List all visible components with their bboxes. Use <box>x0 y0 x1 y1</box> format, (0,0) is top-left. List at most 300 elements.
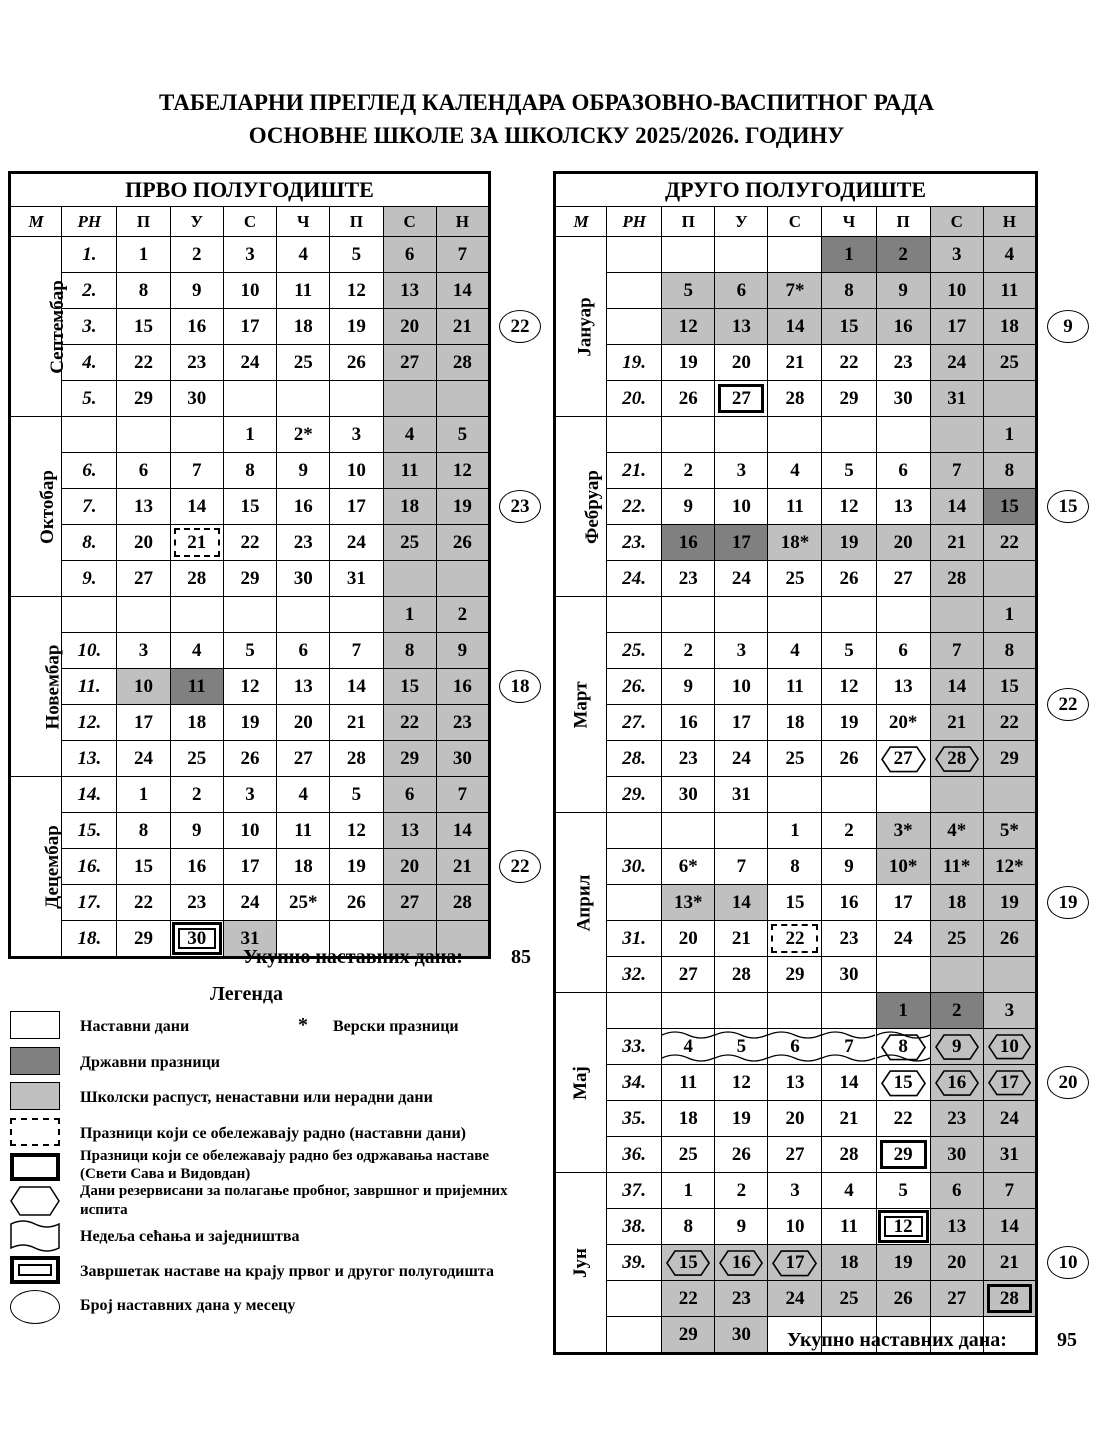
week-row <box>555 525 1037 561</box>
day-cell <box>768 597 822 633</box>
week-number: 35. <box>607 1101 662 1137</box>
day-cell <box>876 1281 930 1317</box>
week-row <box>10 489 490 525</box>
day-number: 9 <box>844 855 854 877</box>
day-number: 27 <box>947 1287 967 1309</box>
day-number: 13* <box>674 891 703 913</box>
legend-swatch-holiday-no-class <box>10 1153 60 1181</box>
day-cell <box>768 1209 822 1245</box>
day-number: 10 <box>134 675 154 697</box>
day-cell <box>876 381 930 417</box>
day-number: 7 <box>951 459 962 481</box>
week-number: 9. <box>62 561 117 597</box>
day-cell <box>876 273 930 309</box>
day-cell <box>383 669 436 705</box>
day-cell <box>983 597 1036 633</box>
day-number: 8 <box>898 1035 908 1057</box>
day-cell <box>117 813 170 849</box>
day-number: 3 <box>138 639 149 661</box>
day-number: 4 <box>298 783 308 805</box>
day-cell <box>876 741 930 777</box>
week-number <box>62 597 117 633</box>
day-number: 8 <box>138 279 149 301</box>
week-number: 27. <box>607 705 662 741</box>
day-cell <box>330 669 383 705</box>
day-number: 20 <box>293 711 313 733</box>
day-cell <box>983 921 1036 957</box>
day-cell <box>330 417 383 453</box>
legend-text-day-count: Број наставних дана у месецу <box>80 1297 296 1314</box>
semester-title: ДРУГО ПОЛУГОДИШТЕ <box>555 173 1037 207</box>
day-cell <box>822 633 876 669</box>
day-cell <box>822 1137 876 1173</box>
week-number: 25. <box>607 633 662 669</box>
week-number: 29. <box>607 777 662 813</box>
day-cell <box>436 669 489 705</box>
day-number: 8 <box>138 819 149 841</box>
first-semester-table <box>8 171 491 959</box>
day-number: 20 <box>134 531 154 553</box>
column-header: Н <box>436 207 489 237</box>
day-cell <box>715 1173 768 1209</box>
month-label <box>555 417 607 597</box>
legend-text-holiday-no-class-1: Празници који се обележавају радно без одржавања наставе <box>80 1148 490 1164</box>
day-number: 7 <box>736 855 747 877</box>
day-number: 11 <box>294 819 313 841</box>
day-cell <box>822 489 876 525</box>
month-label <box>555 1173 607 1354</box>
day-number: 15 <box>134 315 154 337</box>
week-number: 3. <box>62 309 117 345</box>
day-number: 6 <box>736 279 747 301</box>
day-number: 1 <box>844 243 854 265</box>
day-number: 14 <box>839 1071 859 1093</box>
week-row <box>10 597 490 633</box>
day-cell <box>330 273 383 309</box>
day-cell <box>983 885 1036 921</box>
day-cell <box>715 1209 768 1245</box>
day-cell <box>983 669 1036 705</box>
day-cell <box>876 1209 930 1245</box>
document-title-line-1: ТАБЕЛАРНИ ПРЕГЛЕД КАЛЕНДАРА ОБРАЗОВНО-ВАСПИТНОГ РАДА <box>159 90 934 115</box>
day-number: 20 <box>893 531 913 553</box>
day-cell <box>662 957 715 993</box>
day-number: 1 <box>790 819 800 841</box>
day-number: 2 <box>683 639 693 661</box>
day-number: 16 <box>731 1251 751 1273</box>
day-cell <box>436 633 489 669</box>
day-cell <box>768 273 822 309</box>
day-cell <box>330 381 383 417</box>
day-number: 6* <box>678 855 698 877</box>
day-number: 7 <box>1004 1179 1015 1201</box>
day-cell <box>715 273 768 309</box>
day-number: 30 <box>187 387 207 409</box>
day-cell <box>330 237 383 273</box>
day-cell <box>930 633 983 669</box>
day-cell <box>768 849 822 885</box>
day-cell <box>876 705 930 741</box>
day-number: 26 <box>839 567 859 589</box>
day-cell <box>223 309 276 345</box>
day-number: 10 <box>947 279 967 301</box>
week-row <box>555 273 1037 309</box>
day-number: 5 <box>844 459 854 481</box>
day-number: 15 <box>999 495 1019 517</box>
day-number: 6 <box>298 639 308 661</box>
month-name: Јануар <box>574 296 596 357</box>
day-number: 28 <box>346 747 366 769</box>
legend-text-term-end: Завршетак наставе на крају првог и другог полугодишта <box>80 1263 494 1280</box>
week-number: 34. <box>607 1065 662 1101</box>
day-cell <box>330 813 383 849</box>
day-number: 17 <box>731 711 751 733</box>
first-semester-total-label: Укупно наставних дана: <box>243 946 463 968</box>
column-header: М <box>10 207 62 237</box>
day-number: 8 <box>1004 639 1015 661</box>
day-number: 14 <box>452 279 472 301</box>
day-cell <box>170 561 223 597</box>
week-number: 16. <box>62 849 117 885</box>
month-name: Јун <box>570 1247 592 1278</box>
day-cell <box>383 597 436 633</box>
week-row <box>555 1101 1037 1137</box>
day-cell <box>330 885 383 921</box>
day-cell <box>822 417 876 453</box>
day-cell <box>170 633 223 669</box>
day-number: 9 <box>683 495 693 517</box>
day-number: 4* <box>947 819 967 841</box>
day-cell <box>277 237 330 273</box>
week-number: 39. <box>607 1245 662 1281</box>
legend-text-exams-2: испита <box>80 1202 128 1218</box>
week-number: 20. <box>607 381 662 417</box>
day-number: 28 <box>999 1287 1019 1309</box>
day-number: 2 <box>844 819 854 841</box>
day-cell <box>983 381 1036 417</box>
day-cell <box>715 849 768 885</box>
day-number: 20 <box>731 351 751 373</box>
week-row <box>10 453 490 489</box>
day-number: 15 <box>839 315 859 337</box>
day-number: 27 <box>893 567 913 589</box>
day-cell <box>277 885 330 921</box>
day-cell <box>768 1281 822 1317</box>
day-cell <box>768 921 822 957</box>
day-number: 29 <box>240 567 260 589</box>
week-row <box>555 1245 1037 1281</box>
week-row <box>10 309 490 345</box>
day-cell <box>662 1101 715 1137</box>
day-cell <box>876 1137 930 1173</box>
week-row <box>555 957 1037 993</box>
day-cell <box>662 1137 715 1173</box>
day-number: 16 <box>893 315 913 337</box>
day-cell <box>223 237 276 273</box>
day-cell <box>715 633 768 669</box>
day-cell <box>223 849 276 885</box>
day-cell <box>436 417 489 453</box>
day-cell <box>715 1137 768 1173</box>
day-cell <box>715 1317 768 1354</box>
day-number: 27 <box>785 1143 805 1165</box>
day-number: 3 <box>736 639 747 661</box>
day-cell <box>662 633 715 669</box>
day-number: 22 <box>999 531 1019 553</box>
day-cell <box>876 1065 930 1101</box>
day-number: 11* <box>942 855 971 877</box>
day-number: 5 <box>683 279 693 301</box>
day-number: 19 <box>678 351 698 373</box>
day-number: 4 <box>844 1179 854 1201</box>
day-number: 15 <box>999 675 1019 697</box>
day-number: 3 <box>1004 999 1015 1021</box>
week-row <box>555 345 1037 381</box>
day-cell <box>768 669 822 705</box>
day-number: 5* <box>999 819 1019 841</box>
day-number: 19 <box>893 1251 913 1273</box>
day-cell <box>436 885 489 921</box>
day-cell <box>822 1209 876 1245</box>
day-cell <box>983 1065 1036 1101</box>
day-number: 21 <box>346 711 366 733</box>
day-cell <box>662 885 715 921</box>
week-row <box>555 309 1037 345</box>
day-cell <box>930 237 983 273</box>
day-cell <box>876 885 930 921</box>
day-number: 1 <box>1004 423 1015 445</box>
day-cell <box>117 885 170 921</box>
day-number: 15 <box>240 495 260 517</box>
day-cell <box>117 273 170 309</box>
day-number: 18* <box>780 531 810 553</box>
legend-title: Легенда <box>210 983 283 1005</box>
column-header: П <box>662 207 715 237</box>
day-number: 12 <box>839 495 859 517</box>
legend-text-state: Државни празници <box>80 1054 221 1071</box>
day-cell <box>930 417 983 453</box>
day-cell <box>223 273 276 309</box>
day-cell <box>330 453 383 489</box>
day-number: 11 <box>840 1215 858 1237</box>
column-header: Ч <box>277 207 330 237</box>
column-header: РН <box>62 207 117 237</box>
week-row <box>555 669 1037 705</box>
day-number: 7 <box>457 783 468 805</box>
day-cell <box>983 453 1036 489</box>
day-cell <box>768 777 822 813</box>
month-name: Децембар <box>41 824 63 909</box>
day-cell <box>330 345 383 381</box>
day-number: 3 <box>736 459 747 481</box>
month-day-count: 20 <box>1047 1066 1089 1099</box>
week-row <box>10 741 490 777</box>
day-number: 10 <box>731 495 751 517</box>
month-label <box>10 597 62 777</box>
column-header: Н <box>983 207 1036 237</box>
week-number: 33. <box>607 1029 662 1065</box>
day-number: 14 <box>947 495 967 517</box>
day-number: 21 <box>785 351 805 373</box>
day-cell <box>822 777 876 813</box>
day-cell <box>715 1029 768 1065</box>
day-number: 3 <box>790 1179 800 1201</box>
day-cell <box>170 489 223 525</box>
day-cell <box>436 561 489 597</box>
day-cell <box>330 561 383 597</box>
day-number: 18 <box>785 711 805 733</box>
day-number: 30 <box>839 963 859 985</box>
week-number: 24. <box>607 561 662 597</box>
day-number: 4 <box>192 639 202 661</box>
day-cell <box>662 1209 715 1245</box>
day-number: 23 <box>293 531 313 553</box>
column-header: С <box>768 207 822 237</box>
day-cell <box>715 489 768 525</box>
day-cell <box>822 993 876 1029</box>
day-cell <box>930 1173 983 1209</box>
day-number: 26 <box>999 927 1019 949</box>
week-row <box>555 633 1037 669</box>
day-cell <box>277 381 330 417</box>
day-cell <box>117 381 170 417</box>
day-number: 24 <box>785 1287 805 1309</box>
day-number: 19 <box>240 711 260 733</box>
day-cell <box>768 1245 822 1281</box>
month-label <box>10 777 62 958</box>
day-number: 28 <box>839 1143 859 1165</box>
day-number: 9 <box>898 279 908 301</box>
day-cell <box>768 705 822 741</box>
week-row <box>555 849 1037 885</box>
week-number <box>607 597 662 633</box>
day-number: 19 <box>346 855 366 877</box>
day-cell <box>330 489 383 525</box>
week-row <box>555 237 1037 273</box>
day-number: 31 <box>947 387 967 409</box>
day-number: 15 <box>785 891 805 913</box>
month-day-count: 15 <box>1047 490 1089 523</box>
day-cell <box>277 525 330 561</box>
day-cell <box>662 453 715 489</box>
column-header: Ч <box>822 207 876 237</box>
day-number: 16 <box>947 1071 967 1093</box>
day-number: 24 <box>240 351 260 373</box>
day-cell <box>822 525 876 561</box>
day-cell <box>715 453 768 489</box>
day-number: 22 <box>839 351 859 373</box>
day-cell <box>170 849 223 885</box>
day-number: 11 <box>679 1071 698 1093</box>
day-number: 8 <box>844 279 854 301</box>
week-number <box>607 813 662 849</box>
day-cell <box>662 705 715 741</box>
day-cell <box>715 309 768 345</box>
day-number: 28 <box>452 891 472 913</box>
day-cell <box>170 309 223 345</box>
day-cell <box>876 1245 930 1281</box>
day-number: 17 <box>731 531 751 553</box>
day-number: 18 <box>839 1251 859 1273</box>
day-cell <box>170 381 223 417</box>
day-number: 2* <box>293 423 313 445</box>
week-number: 14. <box>62 777 117 813</box>
day-cell <box>223 633 276 669</box>
day-cell <box>930 993 983 1029</box>
day-cell <box>822 273 876 309</box>
day-cell <box>662 1245 715 1281</box>
day-cell <box>930 345 983 381</box>
day-number: 5 <box>351 243 362 265</box>
day-number: 5 <box>245 639 255 661</box>
day-cell <box>383 453 436 489</box>
day-cell <box>383 885 436 921</box>
legend-religious-mark: * <box>298 1014 308 1036</box>
day-number: 20* <box>888 711 918 733</box>
day-number: 13 <box>947 1215 967 1237</box>
month-label <box>10 237 68 417</box>
day-number: 7 <box>192 459 202 481</box>
day-cell <box>436 741 489 777</box>
day-cell <box>277 849 330 885</box>
day-cell <box>983 705 1036 741</box>
day-cell <box>170 921 223 958</box>
week-number: 18. <box>62 921 117 958</box>
day-number: 24 <box>731 567 751 589</box>
day-cell <box>822 345 876 381</box>
day-number: 21 <box>947 531 967 553</box>
day-cell <box>330 777 383 813</box>
day-cell <box>715 669 768 705</box>
day-cell <box>822 669 876 705</box>
day-cell <box>822 705 876 741</box>
day-number: 26 <box>346 351 366 373</box>
day-cell <box>822 1029 876 1065</box>
day-cell <box>930 813 983 849</box>
day-cell <box>223 525 276 561</box>
week-row <box>555 561 1037 597</box>
day-cell <box>983 1245 1036 1281</box>
day-cell <box>930 957 983 993</box>
day-cell <box>930 309 983 345</box>
day-number: 16 <box>452 675 472 697</box>
week-number: 31. <box>607 921 662 957</box>
day-cell <box>715 237 768 273</box>
day-number: 25 <box>947 927 967 949</box>
day-number: 9 <box>192 279 202 301</box>
day-number: 29 <box>400 747 420 769</box>
month-label <box>10 417 62 597</box>
day-number: 22 <box>240 531 260 553</box>
day-number: 18 <box>293 855 313 877</box>
day-cell <box>277 561 330 597</box>
week-number <box>607 1281 662 1317</box>
day-cell <box>768 1065 822 1101</box>
day-cell <box>822 453 876 489</box>
day-cell <box>822 1101 876 1137</box>
week-number: 8. <box>62 525 117 561</box>
day-number: 19 <box>452 495 472 517</box>
day-number: 5 <box>351 783 362 805</box>
day-number: 23 <box>187 891 207 913</box>
day-cell <box>170 453 223 489</box>
day-number: 30 <box>452 747 472 769</box>
day-number: 17 <box>134 711 154 733</box>
day-number: 2 <box>736 1179 747 1201</box>
column-header: П <box>330 207 383 237</box>
day-cell <box>277 669 330 705</box>
day-number: 20 <box>400 315 420 337</box>
